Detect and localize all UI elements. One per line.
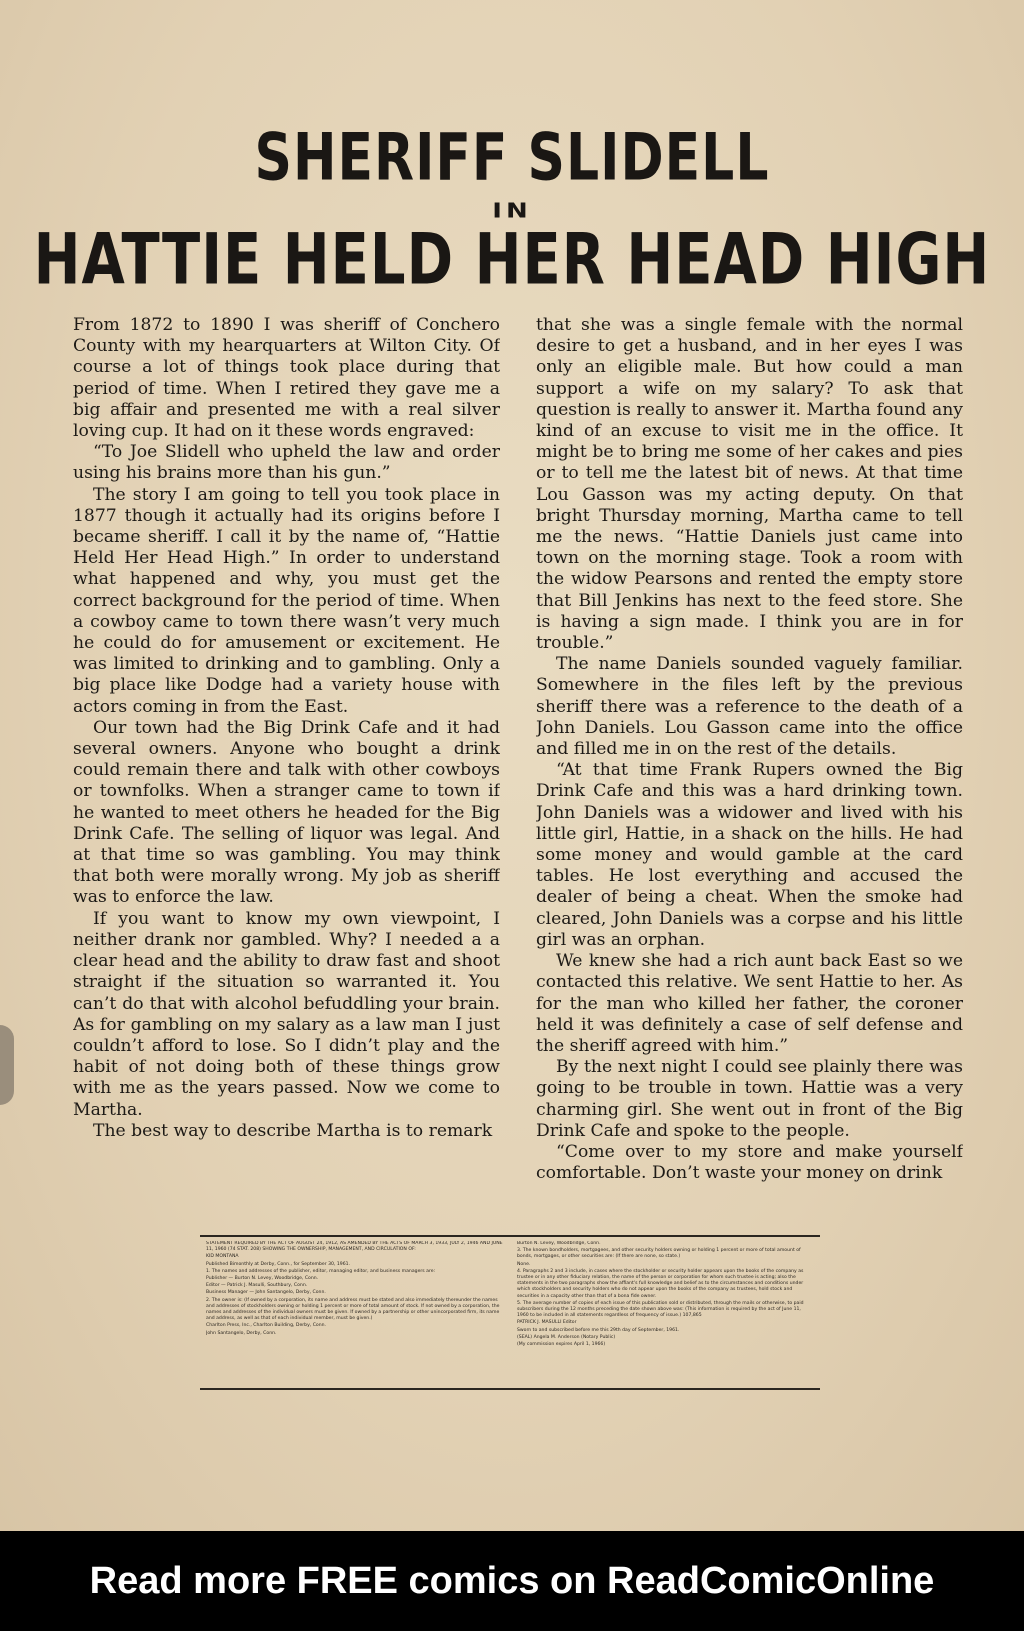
- statement-line: KID MONTANA: [206, 1254, 239, 1260]
- statement-line: Business Manager — John Santangelo, Derby, Conn.: [206, 1290, 326, 1296]
- title-in: IN: [492, 199, 532, 223]
- left-column: [73, 315, 500, 1185]
- paragraph: “Come over to my store and make yourself comfortable. Don’t waste your money on drink: [536, 1141, 963, 1184]
- statement-line: Editor — Patrick J. Masulli, Southbury, Conn.: [206, 1283, 308, 1289]
- statement-line: (My commission expires April 1, 1966): [517, 1342, 606, 1348]
- statement-line: 1. The names and addresses of the publisher, editor, managing editor, and business managers are:: [206, 1268, 436, 1274]
- title-sheriff-slidell: SHERIFF SLIDELL: [254, 120, 770, 196]
- statement-line: PATRICK J. MASULLI Editor: [517, 1320, 577, 1326]
- statement-line: None.: [517, 1261, 531, 1267]
- promo-banner[interactable]: [0, 1531, 1024, 1631]
- statement-line: 3. The known bondholders, mortgagees, and other security holders owning or holding 1 percent or more of total amount of bonds, mortgages, or other securities are: (If there are none, so state.): [517, 1248, 801, 1260]
- statement-line: Publisher — Burton N. Levey, Woodbridge, Conn.: [206, 1276, 319, 1282]
- statement-right-column: [517, 1241, 814, 1384]
- statement-line: 4. Paragraphs 2 and 3 include, in cases where the stockholder or security holder appears upon the books of the company as trustee or in any other fiduciary relation, the name of the person or corporation for whom such trustee is acting; also the statements in the two paragraphs show the affiant's full knowledge and belief as to the circumstances and conditions under which stockholders and security holders who do not appear upon the books of the company as trustees, hold stock and securities in a capacity other than that of a bona fide owner.: [517, 1268, 804, 1299]
- statement-line: 2. The owner is: (If owned by a corporation, its name and address must be stated and also immediately thereunder the names and addresses of stockholders owning or holding 1 percent or more of total amount of stock. If not owned by a corporation, the names and addresses of the individual owners must be given. If owned by a partnership or other unincorporated firm, its name and address, as well as that of each individual member, must be given.): [206, 1297, 500, 1322]
- ownership-statement: [200, 1235, 820, 1390]
- story-text: [73, 315, 963, 1185]
- right-column: [536, 315, 963, 1185]
- statement-line: 5. The average number of copies of each issue of this publication sold or distributed, through the mails or otherwise, to paid subscribers during the 12 months preceding the date shown above was: (This information is required by the act of June 11, 1960 to be included in all statements regardless of frequency of issue.) 107,865: [517, 1300, 804, 1319]
- paragraph: The best way to describe Martha is to remark: [93, 1120, 493, 1141]
- statement-line: Burton N. Levey, Woodbridge, Conn.: [517, 1241, 601, 1246]
- statement-line: Sworn to and subscribed before me this 29th day of September, 1961.: [517, 1327, 680, 1333]
- promo-banner-text[interactable]: Read more FREE comics on ReadComicOnline: [89, 1559, 935, 1602]
- statement-line: John Santangelo, Derby, Conn.: [206, 1330, 277, 1336]
- paragraph: The name Daniels sounded vaguely familiar. Somewhere in the files left by the previous sheriff there was a reference to the death of a John Daniels. Lou Gasson came into the office and filled me in on the rest of the details.: [536, 654, 963, 760]
- paragraph: By the next night I could see plainly there was going to be trouble in town. Hattie was a very charming girl. She went out in front of the Big Drink Cafe and spoke to the people.: [536, 1057, 963, 1141]
- paragraph: “To Joe Slidell who upheld the law and order using his brains more than his gun.”: [73, 442, 500, 484]
- statement-line: STATEMENT REQUIRED BY THE ACT OF AUGUST 24, 1912, AS AMENDED BY THE ACTS OF MARCH 3, 1933, JULY 2, 1946 AND JUNE 11, 1960 (74 STAT. 208) SHOWING THE OWNERSHIP, MANAGEMENT, AND CIRCULATION OF:: [206, 1241, 503, 1253]
- statement-line: Published Bimonthly at Derby, Conn., for September 30, 1961.: [206, 1261, 351, 1267]
- paragraph: The story I am going to tell you took place in 1877 though it actually had its origins before I became sheriff. I call it by the name of, “Hattie Held Her Head High.” In order to understand what happened and why, you must get the correct background for the period of time. When a cowboy came to town there wasn’t very much he could do for amusement or excitement. He was limited to drinking and to gambling. Only a big place like Dodge had a variety house with actors coming in from the East.: [73, 484, 500, 717]
- paragraph: “At that time Frank Rupers owned the Big Drink Cafe and this was a hard drinking town. John Daniels was a widower and lived with his little girl, Hattie, in a shack on the hills. He had some money and would gamble at the card tables. He lost everything and accused the dealer of being a cheat. When the smoke had cleared, John Daniels was a corpse and his little girl was an orphan.: [536, 760, 963, 950]
- story-title: HATTIE HELD HER HEAD HIGH: [33, 219, 991, 302]
- paragraph: From 1872 to 1890 I was sheriff of Conchero County with my hearquarters at Wilton City. Of course a lot of things took place during that period of time. When I retired they gave me a big affair and presented me with a real silver loving cup. It had on it these words engraved:: [73, 315, 500, 442]
- paragraph: that she was a single female with the normal desire to get a husband, and in her eyes I was only an eligible male. But how could a man support a wife on my salary? To ask that question is really to answer it. Martha found any kind of an excuse to visit me in the office. It might be to bring me some of her cakes and pies or to tell me the latest bit of news. At that time Lou Gasson was my acting deputy. On that bright Thursday morning, Martha came to tell me the news. “Hattie Daniels just came into town on the morning stage. Took a room with the widow Pearsons and rented the empty store that Bill Jenkins has next to the feed store. She is having a sign made. I think you are in for trouble.”: [536, 315, 963, 654]
- page-stain: [0, 1025, 14, 1105]
- statement-line: (SEAL) Angela M. Anderson (Notary Public): [517, 1334, 616, 1340]
- paragraph: We knew she had a rich aunt back East so we contacted this relative. We sent Hattie to her. As for the man who killed her father, the coroner held it was definitely a case of self defense and the sheriff agreed with him.”: [536, 951, 963, 1056]
- statement-line: Charlton Press, Inc., Charlton Building, Derby, Conn.: [206, 1323, 327, 1329]
- statement-left-column: [206, 1241, 503, 1384]
- paragraph: If you want to know my own viewpoint, I neither drank nor gambled. Why? I needed a a clear head and the ability to draw fast and shoot straight if the situation so warranted it. You can’t do that with alcohol befuddling your brain. As for gambling on my salary as a law man I just couldn’t afford to lose. So I didn’t play and the habit of not doing both of these things grow with me as the years passed. Now we come to Martha.: [73, 908, 500, 1120]
- paragraph: Our town had the Big Drink Cafe and it had several owners. Anyone who bought a drink could remain there and talk with other cowboys or townfolks. When a stranger came to town if he wanted to meet others he headed for the Big Drink Cafe. The selling of liquor was legal. And at that time so was gambling. You may think that both were morally wrong. My job as sheriff was to enforce the law.: [73, 717, 500, 908]
